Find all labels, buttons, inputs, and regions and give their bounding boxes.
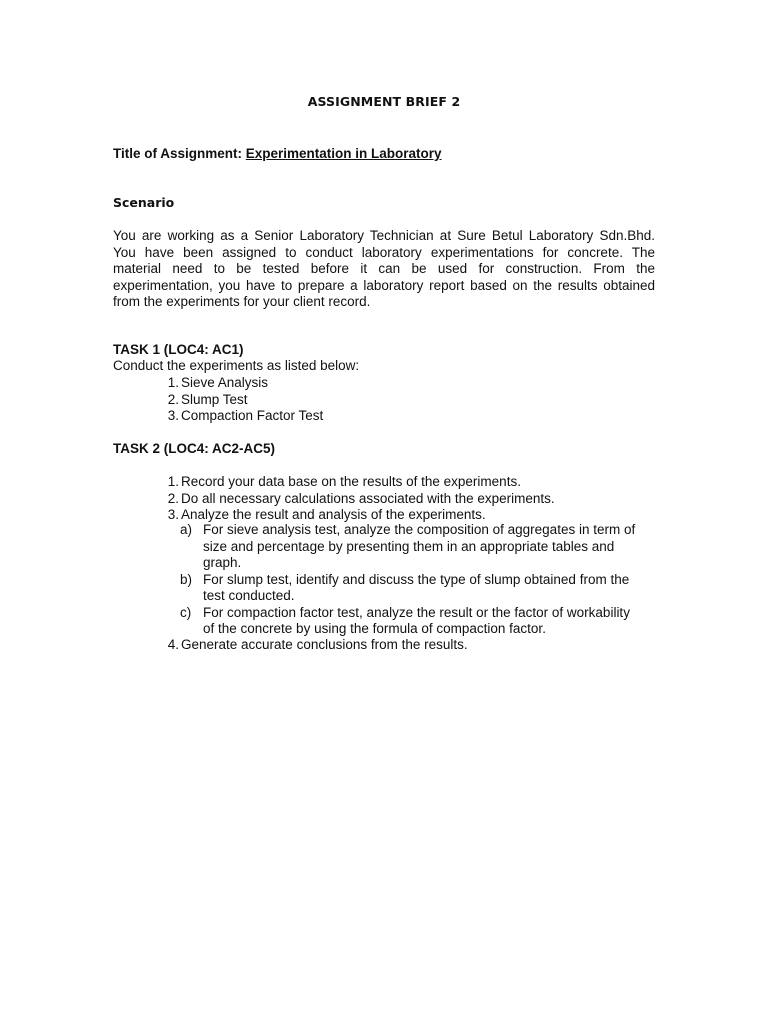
sublist-line: size and percentage by presenting them in an appropriate tables and [203,538,615,554]
sublist-line: test conducted. [203,588,295,603]
task1-heading: TASK 1 (LOC4: AC1) [113,342,244,357]
sublist-letter: c) [180,604,192,620]
sublist-line: For compaction factor test, analyze the result or the factor of workability [203,604,630,620]
scenario-paragraph [113,228,655,311]
title-label: Title of Assignment: [113,146,246,161]
list-number: 4. [167,637,179,652]
task1-intro: Conduct the experiments as listed below: [113,358,360,373]
list-text: Do all necessary calculations associated with the experiments. [181,490,555,506]
list-number: 2. [167,490,179,506]
title-value: Experimentation in Laboratory [245,146,442,161]
document-heading: ASSIGNMENT BRIEF 2 [307,94,461,109]
sublist-item [180,572,650,605]
sublist-line: graph. [203,555,242,570]
scenario-line: You are working as a Senior Laboratory Technician at Sure Betul Laboratory Sdn.Bhd. [113,228,655,243]
assignment-title-line [113,146,442,163]
sublist-line: For sieve analysis test, analyze the composition of aggregates in term of [203,522,636,537]
list-text: Slump Test [181,391,248,407]
list-number: 3. [167,507,179,522]
list-text: Record your data base on the results of the experiments. [181,474,521,489]
list-number: 3. [167,408,179,423]
list-text: Sieve Analysis [181,375,269,390]
list-text: Generate accurate conclusions from the results. [181,637,468,652]
sublist-letter: b) [180,571,193,587]
task2-heading: TASK 2 (LOC4: AC2-AC5) [113,441,276,456]
scenario-line: from the experiments for your client record. [113,294,371,309]
list-number: 2. [167,391,179,407]
list-number: 1. [167,375,179,390]
scenario-heading: Scenario [113,195,175,210]
scenario-line: material need to be tested before it can be used for construction. From the [113,261,655,276]
list-text: Analyze the result and analysis of the experiments. [181,507,486,522]
scenario-line: You have been assigned to conduct laboratory experimentations for concrete. The [113,244,655,260]
list-text: Compaction Factor Test [181,408,324,423]
sublist-item [180,522,650,572]
sublist-line: For slump test, identify and discuss the type of slump obtained from the [203,571,630,587]
sublist-line: of the concrete by using the formula of compaction factor. [203,621,546,636]
sublist-item [180,605,650,638]
task2-sublist [180,522,650,638]
sublist-letter: a) [180,522,193,537]
scenario-line: experimentation, you have to prepare a laboratory report based on the results obtained [113,277,655,293]
list-number: 1. [167,474,179,489]
